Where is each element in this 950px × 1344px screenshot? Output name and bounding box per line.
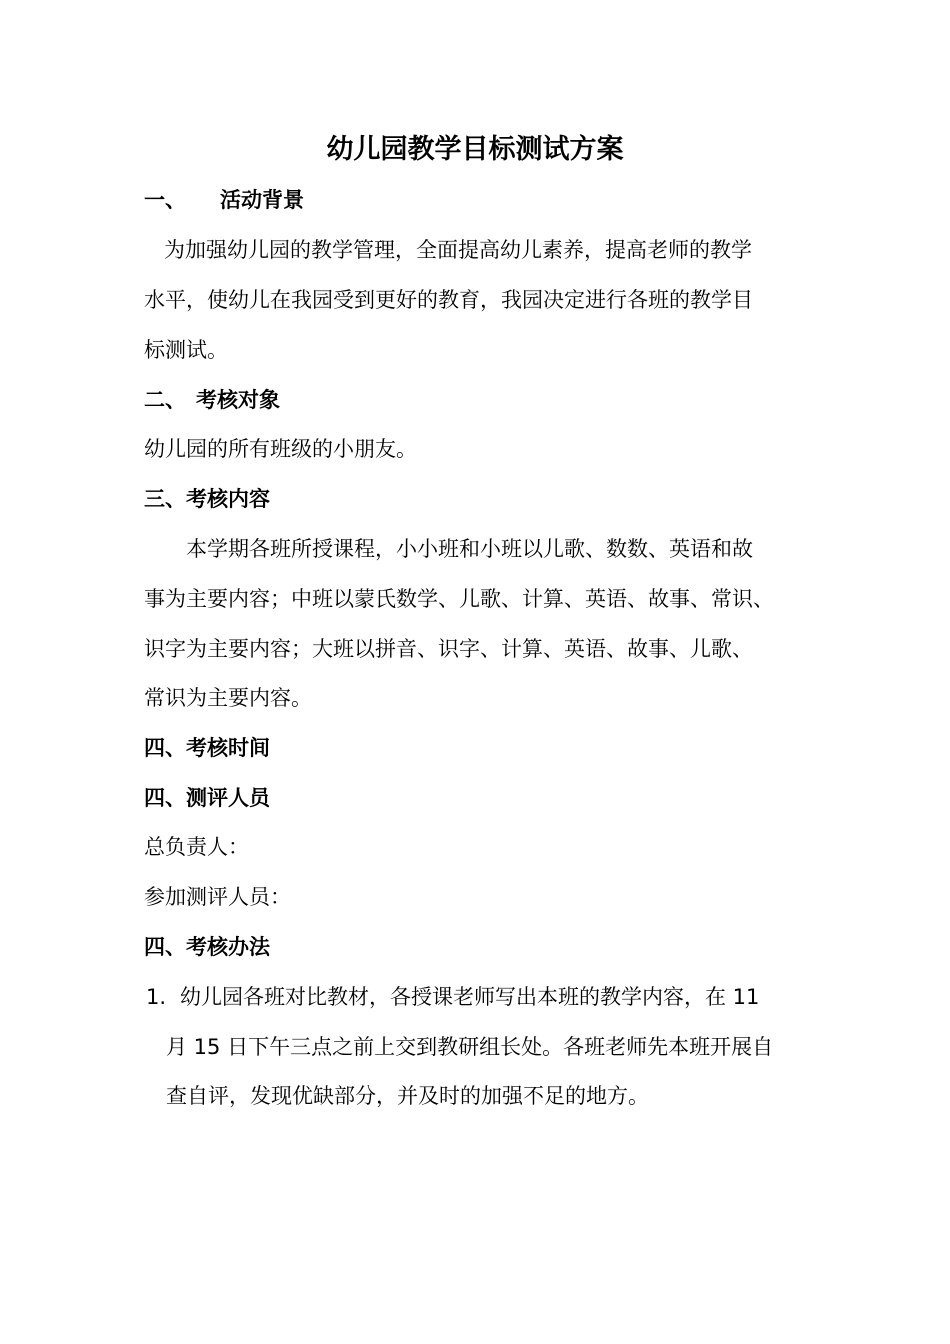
section-heading-target [144,383,824,417]
paragraph-line: 识字为主要内容；大班以拼音、识字、计算、英语、故事、儿歌、 [144,637,753,661]
paragraph-line: 幼儿园的所有班级的小朋友。 [144,437,417,461]
section-heading-time: 四、考核时间 [144,736,270,760]
paragraph-line: 本学期各班所授课程，小小班和小班以儿歌、数数、英语和故 [186,537,753,561]
list-item-text: 幼儿园各班对比教材，各授课老师写出本班的教学内容，在 11 [180,985,760,1009]
list-item [146,980,826,1014]
section-title: 活动背景 [220,188,304,212]
section-title: 考核对象 [196,388,280,412]
paragraph-line: 常识为主要内容。 [144,686,312,710]
section-heading-content: 三、考核内容 [144,487,270,511]
section-heading-method: 四、考核办法 [144,935,270,959]
field-label-participants: 参加测评人员： [144,885,291,909]
section-heading-staff: 四、测评人员 [144,786,270,810]
section-number: 二、 [144,388,186,412]
document-title: 幼儿园教学目标测试方案 [326,134,624,165]
list-item-continuation: 月 15 日下午三点之前上交到教研组长处。各班老师先本班开展自 [166,1035,774,1059]
list-item-number: 1. [146,985,167,1009]
section-heading-background [144,183,824,217]
list-item-continuation: 查自评，发现优缺部分，并及时的加强不足的地方。 [166,1084,649,1108]
paragraph-line: 标测试。 [144,338,228,362]
field-label-lead: 总负责人： [144,835,249,859]
section-number: 一、 [144,188,186,212]
paragraph-line: 为加强幼儿园的教学管理，全面提高幼儿素养，提高老师的教学 [164,238,752,262]
paragraph-line: 水平，使幼儿在我园受到更好的教育，我园决定进行各班的教学目 [144,288,753,312]
paragraph-line: 事为主要内容；中班以蒙氏数学、儿歌、计算、英语、故事、常识、 [144,587,774,611]
